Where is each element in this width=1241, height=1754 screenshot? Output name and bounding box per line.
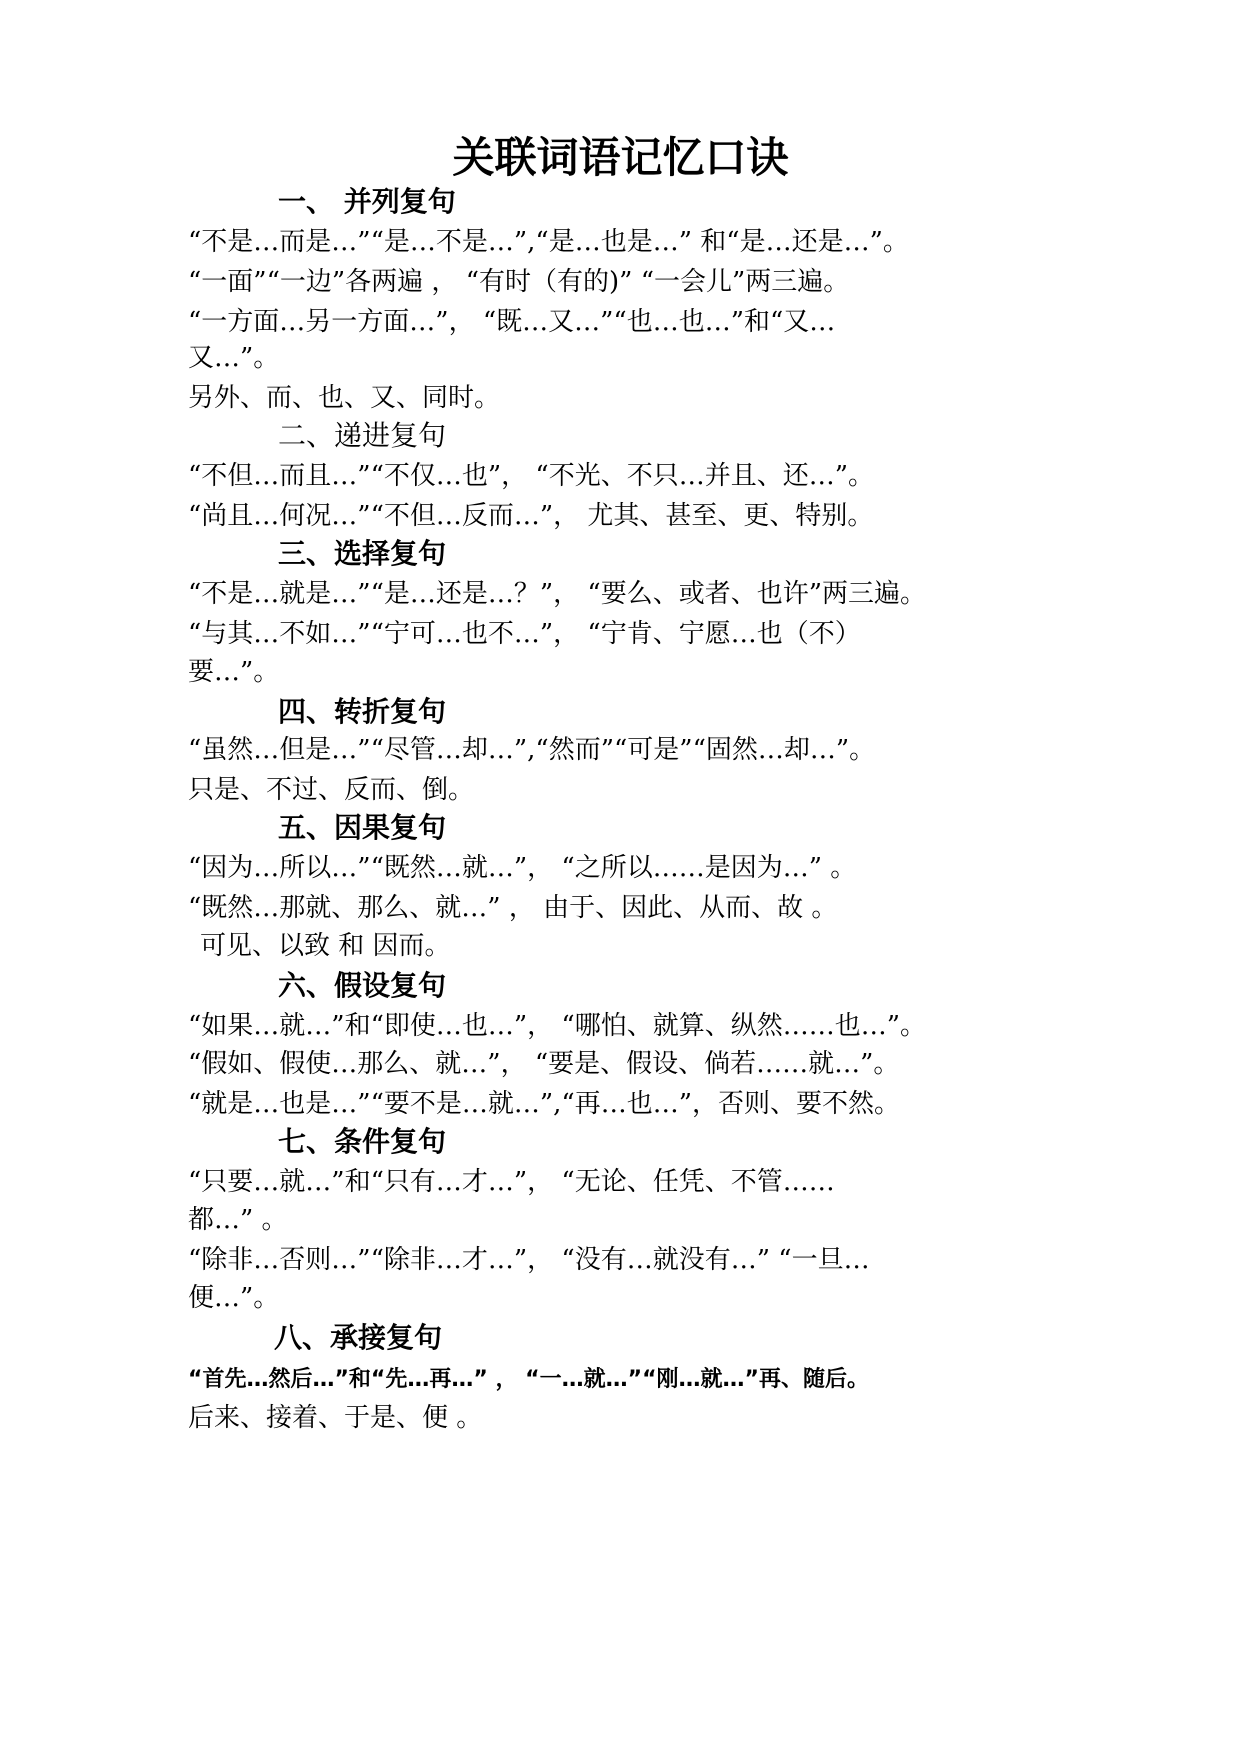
text-line: “一面”“一边”各两遍 ， “有时（有的)” “一会儿”两三遍。 — [188, 267, 850, 297]
text-line: “不是…就是…”“是…还是…？”， “要么、或者、也许”两三遍。 — [188, 579, 927, 609]
text-line: “如果…就…”和“即使…也…”， “哪怕、就算、纵然……也…”。 — [188, 1011, 927, 1041]
text-line: 要…”。 — [188, 657, 280, 687]
text-line: 可见、以致 和 因而。 — [200, 931, 451, 961]
section-heading-progressive: 二、递进复句 — [278, 419, 447, 452]
text-line: 后来、接着、于是、便 。 — [188, 1403, 483, 1433]
text-line: 又…”。 — [188, 343, 280, 373]
text-line: 都…” 。 — [188, 1205, 288, 1235]
text-line: “不是…而是…”“是…不是…”,“是…也是…” 和“是…还是…”。 — [188, 227, 909, 257]
text-line: “一方面…另一方面…”， “既…又…”“也…也…”和“又… — [188, 307, 836, 337]
text-line: “因为…所以…”“既然…就…”， “之所以……是因为…” 。 — [188, 853, 857, 883]
section-heading-choice: 三、选择复句 — [278, 537, 447, 570]
text-line: “与其…不如…”“宁可…也不…”， “宁肯、宁愿…也（不） — [188, 619, 861, 649]
section-heading-parallel: 一、 并列复句 — [278, 185, 456, 218]
text-line: 只是、不过、反而、倒。 — [188, 775, 475, 805]
document-title: 关联词语记忆口诀 — [452, 133, 789, 182]
text-line: “虽然…但是…”“尽管…却…”,“然而”“可是”“固然…却…”。 — [188, 735, 876, 765]
section-heading-hypothetical: 六、假设复句 — [278, 969, 447, 1002]
section-heading-adversative: 四、转折复句 — [278, 695, 447, 728]
text-line: “就是…也是…”“要不是…就…”,“再…也…”，否则、要不然。 — [188, 1089, 901, 1119]
text-line: 另外、而、也、又、同时。 — [188, 383, 501, 413]
text-line: “假如、假使…那么、就…”， “要是、假设、倘若……就…”。 — [188, 1049, 900, 1079]
text-line: “除非…否则…”“除非…才…”， “没有…就没有…” “一旦… — [188, 1245, 870, 1275]
text-line: “不但…而且…”“不仅…也”， “不光、不只…并且、还…”。 — [188, 461, 875, 491]
text-line: 便…”。 — [188, 1283, 280, 1313]
text-line: “尚且…何况…”“不但…反而…”， 尤其、甚至、更、特别。 — [188, 501, 874, 531]
text-line: “首先…然后…”和“先…再…” ， “一…就…”“刚…就…”再、随后。 — [188, 1367, 869, 1392]
section-heading-sequential: 八、承接复句 — [274, 1321, 443, 1354]
section-heading-causal: 五、因果复句 — [278, 811, 447, 844]
section-heading-conditional: 七、条件复句 — [278, 1125, 447, 1158]
text-line: “既然…那就、那么、就…” ， 由于、因此、从而、故 。 — [188, 893, 838, 923]
text-line: “只要…就…”和“只有…才…”， “无论、任凭、不管…… — [188, 1167, 835, 1197]
